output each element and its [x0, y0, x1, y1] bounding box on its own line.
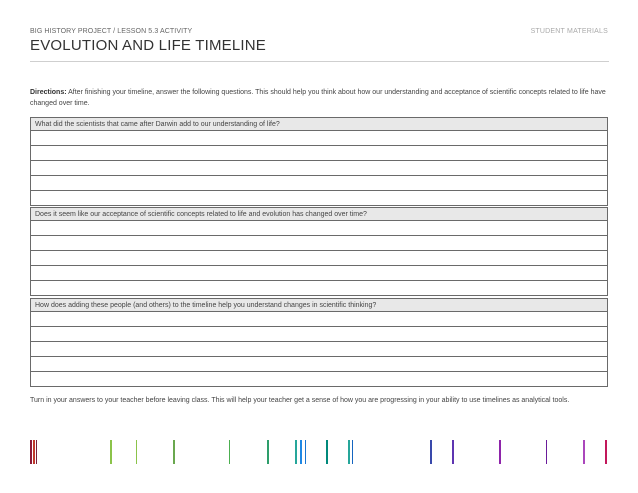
color-bar	[30, 440, 32, 464]
color-bar	[33, 440, 35, 464]
color-bar	[352, 440, 353, 464]
question-block-1	[30, 117, 608, 206]
project-label: BIG HISTORY PROJECT / LESSON 5.3 ACTIVITY	[30, 28, 193, 35]
answer-line[interactable]	[30, 251, 608, 266]
color-bar	[36, 440, 37, 464]
answer-line[interactable]	[30, 266, 608, 281]
color-bar	[605, 440, 607, 464]
color-bar	[430, 440, 432, 464]
question-1: What did the scientists that came after Darwin add to our understanding of life?	[30, 117, 608, 131]
question-block-2	[30, 207, 608, 296]
question-3: How does adding these people (and others) to the timeline help you understand changes in scientific thinking?	[30, 298, 608, 312]
answer-line[interactable]	[30, 146, 608, 161]
answer-line[interactable]	[30, 357, 608, 372]
answer-line[interactable]	[30, 312, 608, 327]
color-bar	[546, 440, 547, 464]
answer-line[interactable]	[30, 221, 608, 236]
answer-line[interactable]	[30, 327, 608, 342]
answer-line[interactable]	[30, 191, 608, 206]
color-bar	[499, 440, 501, 464]
answer-line[interactable]	[30, 372, 608, 387]
color-bar	[300, 440, 302, 464]
color-bar	[267, 440, 269, 464]
page-title: EVOLUTION AND LIFE TIMELINE	[30, 37, 267, 54]
color-bar	[305, 440, 306, 464]
question-block-3	[30, 298, 608, 387]
directions-label: Directions:	[30, 89, 67, 96]
directions-text: After finishing your timeline, answer the following questions. This should help you think about how our understanding and acceptance of scientific concepts related to life have changed over time.	[30, 89, 606, 107]
directions	[30, 87, 608, 109]
header-divider	[30, 61, 609, 62]
student-materials-label: STUDENT MATERIALS	[530, 28, 608, 35]
color-bar	[452, 440, 454, 464]
footer-instructions: Turn in your answers to your teacher before leaving class. This will help your teacher get a sense of how you are progressing in your ability to use timelines as analytical tools.	[30, 397, 570, 404]
answer-line[interactable]	[30, 131, 608, 146]
question-2: Does it seem like our acceptance of scientific concepts related to life and evolution has changed over time?	[30, 207, 608, 221]
answer-line[interactable]	[30, 281, 608, 296]
answer-line[interactable]	[30, 161, 608, 176]
answer-line[interactable]	[30, 236, 608, 251]
decorative-color-bars	[0, 440, 638, 464]
color-bar	[326, 440, 328, 464]
color-bar	[583, 440, 585, 464]
color-bar	[229, 440, 230, 464]
answer-line[interactable]	[30, 176, 608, 191]
color-bar	[348, 440, 350, 464]
color-bar	[136, 440, 137, 464]
answer-line[interactable]	[30, 342, 608, 357]
color-bar	[173, 440, 175, 464]
color-bar	[295, 440, 297, 464]
color-bar	[110, 440, 112, 464]
